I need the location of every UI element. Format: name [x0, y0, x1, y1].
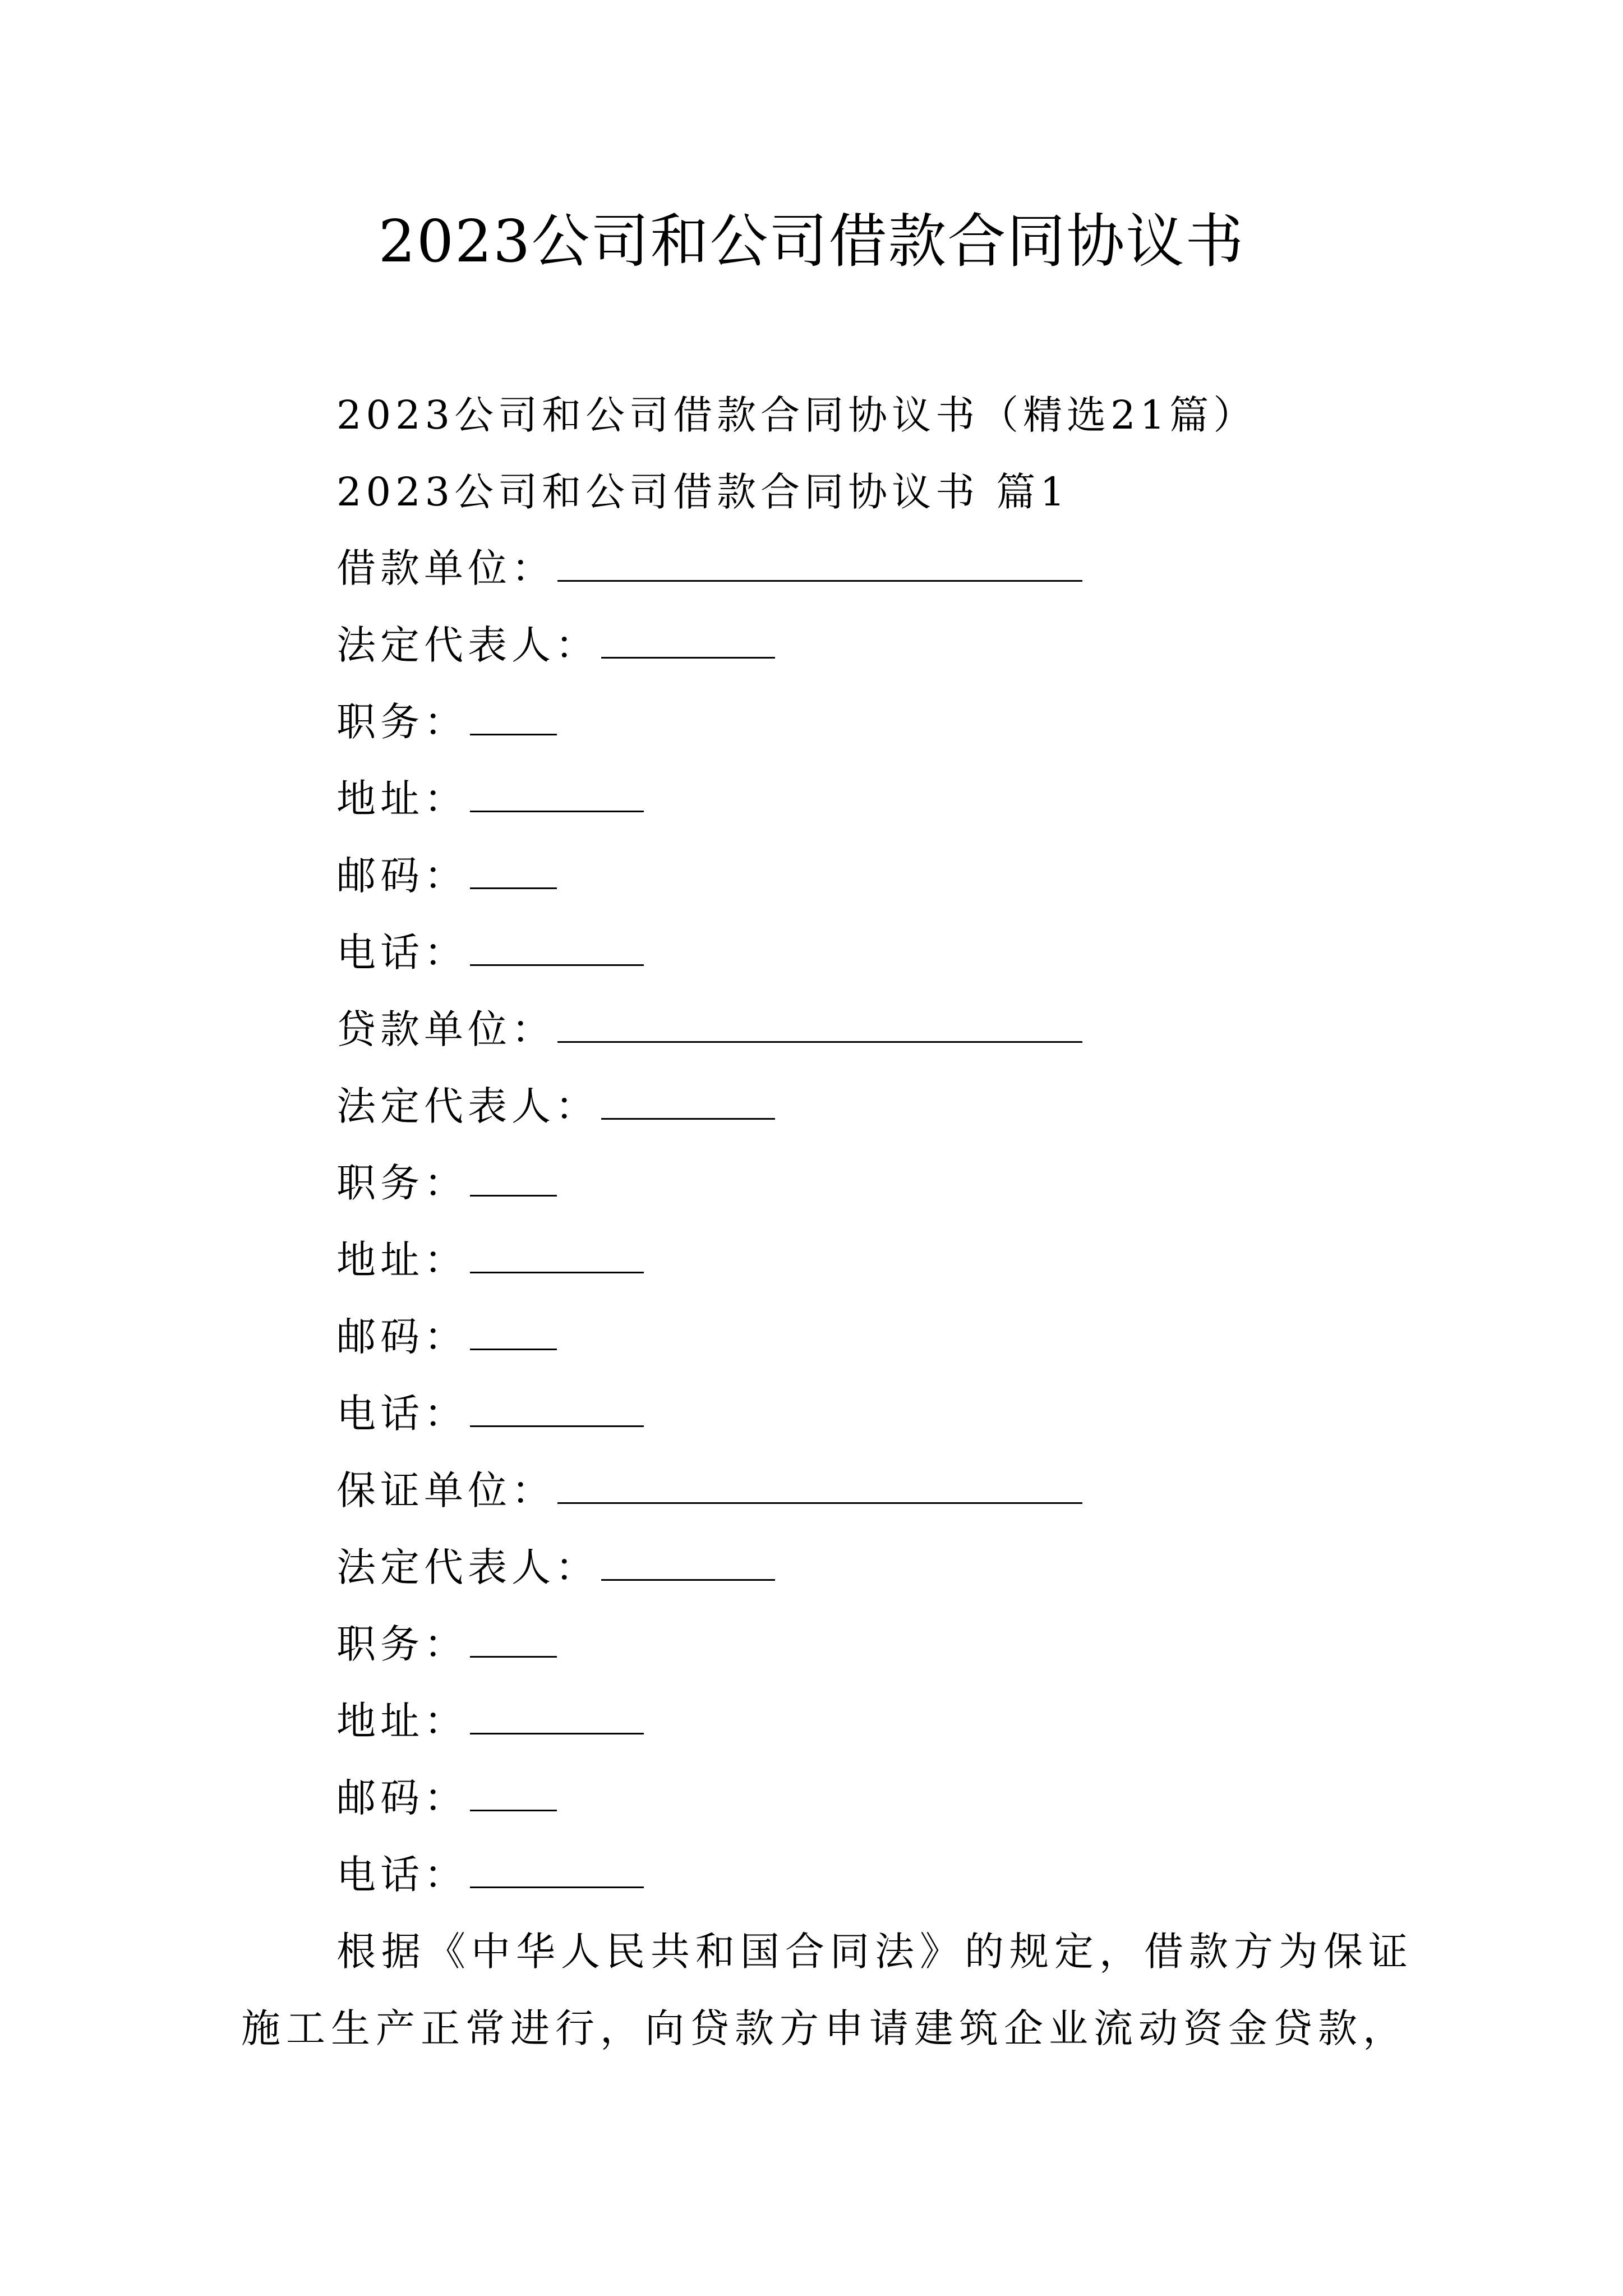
guarantor-postcode-blank	[470, 1777, 557, 1811]
body-paragraph-line-2: 施工生产正常进行，向贷款方申请建筑企业流动资金贷款，	[241, 2005, 1408, 2051]
lender-rep-field	[336, 1078, 775, 1134]
section-heading: 2023公司和公司借款合同协议书 篇1	[336, 469, 1069, 515]
document-title: 2023公司和公司借款合同协议书	[378, 207, 1245, 275]
lender-unit-blank	[557, 1009, 1082, 1043]
lender-address-blank	[470, 1239, 644, 1273]
borrower-unit-field	[336, 540, 1082, 596]
borrower-unit-label: 借款单位：	[336, 545, 555, 591]
guarantor-phone-blank	[470, 1854, 644, 1888]
guarantor-postcode-label: 邮码：	[336, 1775, 468, 1821]
guarantor-unit-field	[336, 1462, 1082, 1519]
guarantor-rep-label: 法定代表人：	[336, 1544, 599, 1590]
guarantor-position-label: 职务：	[336, 1621, 468, 1667]
lender-position-field	[336, 1155, 557, 1211]
borrower-postcode-blank	[470, 855, 557, 889]
lender-postcode-blank	[470, 1316, 557, 1350]
guarantor-position-blank	[470, 1623, 557, 1658]
lender-position-blank	[470, 1162, 557, 1197]
borrower-rep-field	[336, 617, 775, 673]
lender-rep-label: 法定代表人：	[336, 1083, 599, 1129]
borrower-postcode-field	[336, 848, 557, 904]
guarantor-unit-label: 保证单位：	[336, 1467, 555, 1513]
lender-unit-label: 贷款单位：	[336, 1006, 555, 1052]
borrower-address-label: 地址：	[336, 776, 468, 822]
guarantor-postcode-field	[336, 1770, 557, 1826]
lender-rep-blank	[601, 1085, 775, 1120]
lender-phone-blank	[470, 1393, 644, 1427]
borrower-postcode-label: 邮码：	[336, 853, 468, 899]
guarantor-address-field	[336, 1693, 644, 1749]
lender-position-label: 职务：	[336, 1160, 468, 1206]
borrower-position-field	[336, 694, 557, 750]
borrower-address-blank	[470, 778, 644, 812]
borrower-phone-label: 电话：	[336, 930, 468, 976]
borrower-address-field	[336, 771, 644, 827]
borrower-position-label: 职务：	[336, 699, 468, 745]
guarantor-position-field	[336, 1616, 557, 1672]
guarantor-address-label: 地址：	[336, 1698, 468, 1744]
lender-postcode-label: 邮码：	[336, 1314, 468, 1360]
borrower-phone-field	[336, 924, 644, 981]
borrower-unit-blank	[557, 547, 1082, 582]
lender-postcode-field	[336, 1309, 557, 1365]
lender-phone-label: 电话：	[336, 1391, 468, 1437]
borrower-rep-blank	[601, 624, 775, 659]
guarantor-rep-field	[336, 1539, 775, 1595]
lender-phone-field	[336, 1386, 644, 1442]
lender-address-label: 地址：	[336, 1237, 468, 1283]
guarantor-address-blank	[470, 1700, 644, 1734]
lender-address-field	[336, 1232, 644, 1288]
borrower-phone-blank	[470, 932, 644, 966]
borrower-rep-label: 法定代表人：	[336, 622, 599, 668]
body-paragraph-line-1: 根据《中华人民共和国合同法》的规定，借款方为保证	[336, 1929, 1413, 1975]
document-subtitle: 2023公司和公司借款合同协议书（精选21篇）	[336, 392, 1257, 438]
lender-unit-field	[336, 1001, 1082, 1057]
borrower-position-blank	[470, 701, 557, 735]
guarantor-phone-field	[336, 1847, 644, 1903]
guarantor-unit-blank	[557, 1470, 1082, 1504]
guarantor-rep-blank	[601, 1547, 775, 1581]
guarantor-phone-label: 电话：	[336, 1852, 468, 1898]
